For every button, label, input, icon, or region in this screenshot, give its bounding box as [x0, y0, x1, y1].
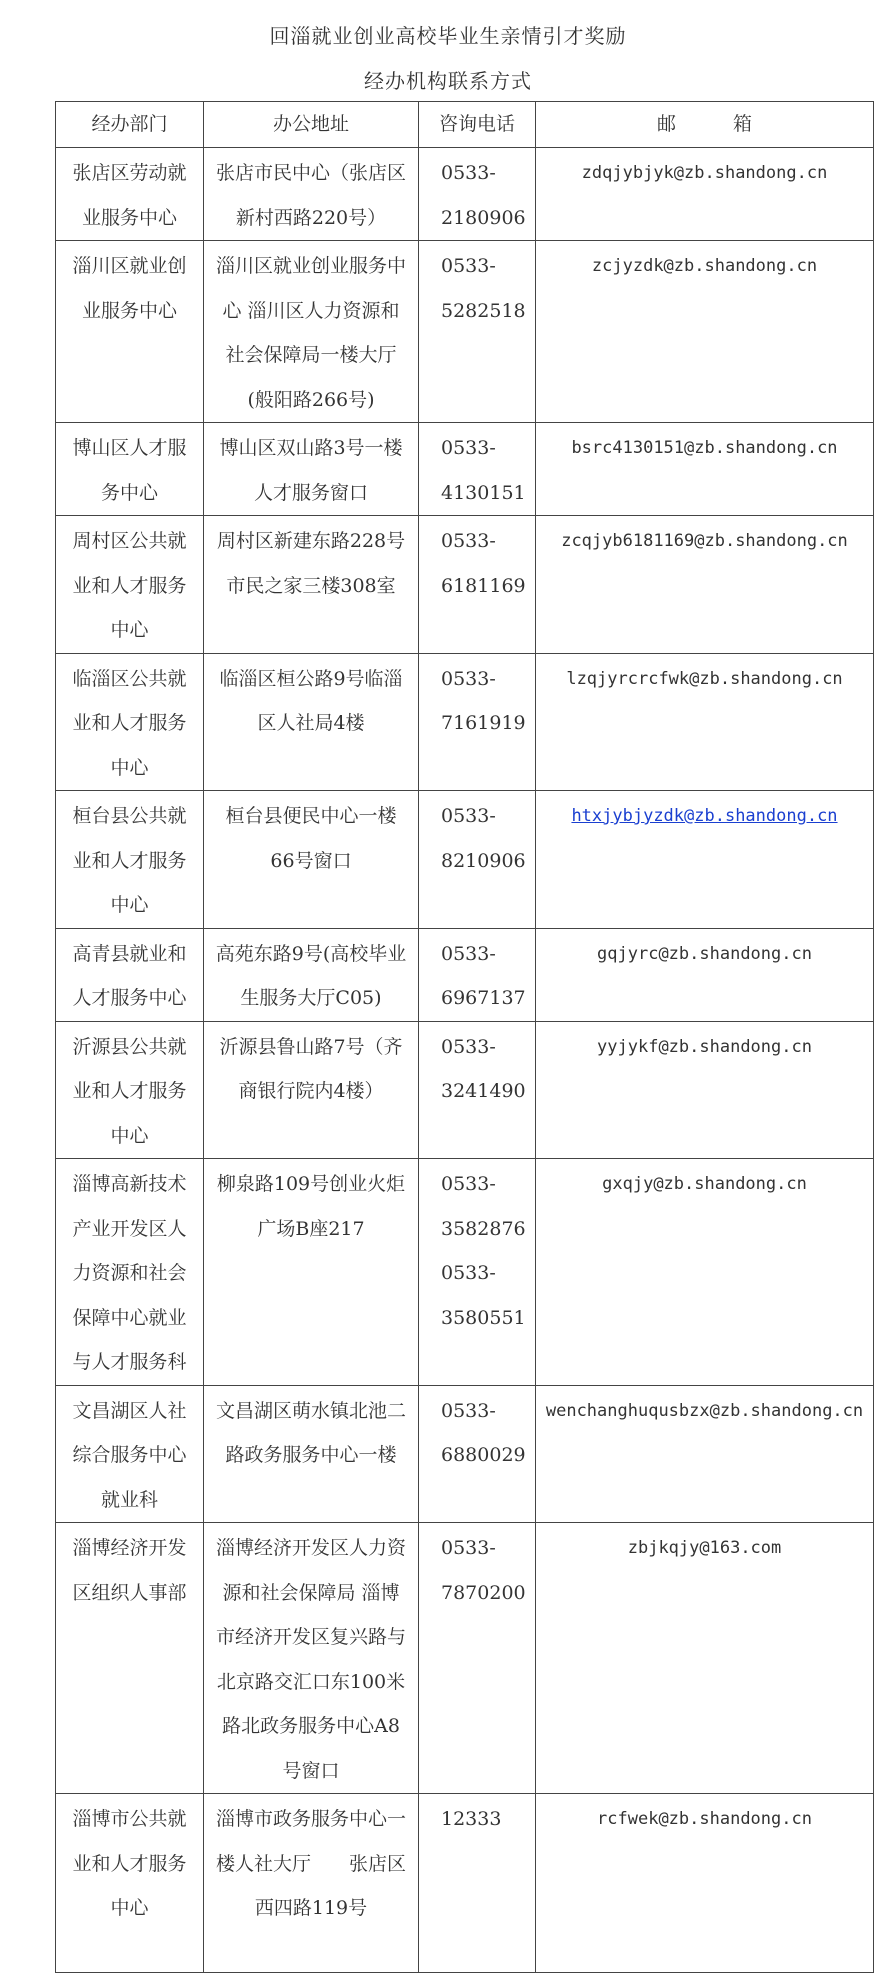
- address-cell: 文昌湖区萌水镇北池二路政务服务中心一楼: [204, 1385, 419, 1523]
- email-cell: bsrc4130151@zb.shandong.cn: [536, 423, 874, 516]
- phone-cell: 0533-6880029: [419, 1385, 536, 1523]
- dept-cell: 淄博市公共就业和人才服务中心: [56, 1794, 204, 1973]
- email-cell: zbjkqjy@163.com: [536, 1523, 874, 1794]
- address-cell: 沂源县鲁山路7号（齐商银行院内4楼）: [204, 1021, 419, 1159]
- phone-cell: 0533-7870200: [419, 1523, 536, 1794]
- dept-cell: 高青县就业和人才服务中心: [56, 928, 204, 1021]
- dept-cell: 桓台县公共就业和人才服务中心: [56, 791, 204, 929]
- dept-cell: 淄博高新技术产业开发区人力资源和社会保障中心就业与人才服务科: [56, 1159, 204, 1386]
- table-row: [56, 241, 874, 423]
- address-cell: 淄博经济开发区人力资源和社会保障局 淄博市经济开发区复兴路与北京路交汇口东100米路北政务服务中心A8号窗口: [204, 1523, 419, 1794]
- header-dept: 经办部门: [56, 102, 204, 148]
- dept-cell: 临淄区公共就业和人才服务中心: [56, 653, 204, 791]
- address-cell: 桓台县便民中心一楼66号窗口: [204, 791, 419, 929]
- address-cell: 淄川区就业创业服务中心 淄川区人力资源和社会保障局一楼大厅(般阳路266号): [204, 241, 419, 423]
- header-address: 办公地址: [204, 102, 419, 148]
- table-header-row: [56, 102, 874, 148]
- phone-cell: 0533-2180906: [419, 148, 536, 241]
- header-email: 邮 箱: [536, 102, 874, 148]
- dept-cell: 博山区人才服务中心: [56, 423, 204, 516]
- email-cell: gqjyrc@zb.shandong.cn: [536, 928, 874, 1021]
- address-cell: 博山区双山路3号一楼人才服务窗口: [204, 423, 419, 516]
- email-cell: zcjyzdk@zb.shandong.cn: [536, 241, 874, 423]
- address-cell: 临淄区桓公路9号临淄区人社局4楼: [204, 653, 419, 791]
- email-cell: gxqjy@zb.shandong.cn: [536, 1159, 874, 1386]
- address-cell: 淄博市政务服务中心一楼人社大厅 张店区西四路119号: [204, 1794, 419, 1973]
- email-cell: zcqjyb6181169@zb.shandong.cn: [536, 516, 874, 654]
- email-cell: wenchanghuqusbzx@zb.shandong.cn: [536, 1385, 874, 1523]
- contact-table: [55, 101, 874, 1973]
- dept-cell: 周村区公共就业和人才服务中心: [56, 516, 204, 654]
- email-link[interactable]: htxjybjyzdk@zb.shandong.cn: [571, 806, 838, 826]
- table-row: [56, 928, 874, 1021]
- phone-cell: 0533-6967137: [419, 928, 536, 1021]
- phone-cell: 12333: [419, 1794, 536, 1973]
- table-row: [56, 1385, 874, 1523]
- header-phone: 咨询电话: [419, 102, 536, 148]
- table-row: [56, 791, 874, 929]
- dept-cell: 文昌湖区人社综合服务中心就业科: [56, 1385, 204, 1523]
- address-cell: 柳泉路109号创业火炬广场B座217: [204, 1159, 419, 1386]
- table-row: [56, 653, 874, 791]
- phone-cell: 0533-8210906: [419, 791, 536, 929]
- phone-cell: 0533-5282518: [419, 241, 536, 423]
- table-row: [56, 423, 874, 516]
- phone-cell: 0533-7161919: [419, 653, 536, 791]
- table-row: [56, 148, 874, 241]
- table-row: [56, 1021, 874, 1159]
- address-cell: 周村区新建东路228号市民之家三楼308室: [204, 516, 419, 654]
- table-row: [56, 1794, 874, 1973]
- table-row: [56, 516, 874, 654]
- email-cell: [536, 791, 874, 929]
- table-row: [56, 1523, 874, 1794]
- dept-cell: 张店区劳动就业服务中心: [56, 148, 204, 241]
- email-cell: rcfwek@zb.shandong.cn: [536, 1794, 874, 1973]
- email-cell: yyjykf@zb.shandong.cn: [536, 1021, 874, 1159]
- document-subtitle: 经办机构联系方式: [364, 69, 532, 93]
- phone-cell: 0533-3241490: [419, 1021, 536, 1159]
- dept-cell: 沂源县公共就业和人才服务中心: [56, 1021, 204, 1159]
- address-cell: 高苑东路9号(高校毕业生服务大厅C05): [204, 928, 419, 1021]
- table-row: [56, 1159, 874, 1386]
- document-title: 回淄就业创业高校毕业生亲情引才奖励: [269, 24, 627, 48]
- phone-cell: 0533-3582876 0533-3580551: [419, 1159, 536, 1386]
- email-cell: zdqjybjyk@zb.shandong.cn: [536, 148, 874, 241]
- dept-cell: 淄川区就业创业服务中心: [56, 241, 204, 423]
- phone-cell: 0533-4130151: [419, 423, 536, 516]
- email-cell: lzqjyrcrcfwk@zb.shandong.cn: [536, 653, 874, 791]
- address-cell: 张店市民中心（张店区新村西路220号）: [204, 148, 419, 241]
- dept-cell: 淄博经济开发区组织人事部: [56, 1523, 204, 1794]
- phone-cell: 0533-6181169: [419, 516, 536, 654]
